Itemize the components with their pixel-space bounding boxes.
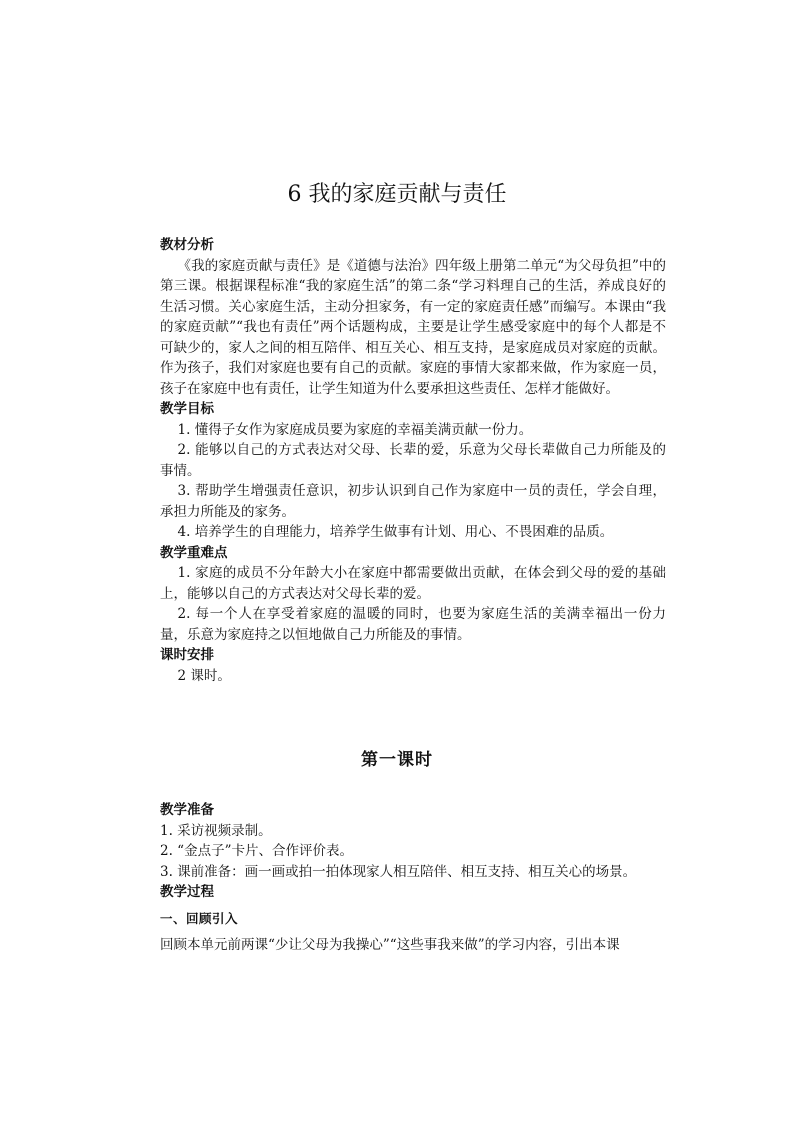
- page-title: 6 我的家庭贡献与责任: [287, 182, 507, 207]
- prep-heading: 教学准备: [160, 802, 214, 818]
- goals-heading: 教学目标: [160, 401, 214, 417]
- schedule-heading: 课时安排: [160, 647, 214, 663]
- step1-text: 回顾本单元前两课“少让父母为我操心”“这些事我来做”的学习内容，引出本课: [160, 937, 620, 953]
- lesson1-title: 第一课时: [361, 750, 433, 770]
- prep-item-1: 1. 采访视频录制。: [160, 822, 272, 839]
- goal-item-2: 2. 能够以自己的方式表达对父母、长辈的爱，乐意为父母长辈做自己力所能及的事情。: [160, 442, 666, 479]
- prep-item-3: 3. 课前准备：画一画或拍一拍体现家人相互陪伴、相互支持、相互关心的场景。: [160, 863, 637, 880]
- step1-heading: 一、回顾引入: [160, 910, 239, 926]
- difficulties-heading: 教学重难点: [160, 544, 228, 561]
- goal-item-4: 4. 培养学生的自理能力，培养学生做事有计划、用心、不畏困难的品质。: [177, 524, 614, 540]
- analysis-paragraph: 《我的家庭贡献与责任》是《道德与法治》四年级上册第二单元“为父母负担”中的第三课。根据课程标准“我的家庭生活”的第二条“学习料理自己的生活，养成良好的生活习惯。关心家庭生活，主动分担家务，有一定的家庭责任感”而编写。本课由“我的家庭贡献”“我也有责任”两个话题构成，主要是让学生感受家庭中的每个人都是不可缺少的，家人之间的相互陪伴、相互关心、相互支持，是家庭成员对家庭的贡献。作为孩子，我们对家庭也要有自己的贡献。家庭的事情大家都来做，作为家庭一员，孩子在家庭中也有责任，让学生知道为什么要承担这些责任、怎样才能做好。: [160, 257, 666, 397]
- difficulty-item-2: 2. 每一个人在享受着家庭的温暖的同时，也要为家庭生活的美满幸福出一份力量，乐意为家庭持之以恒地做自己力所能及的事情。: [160, 606, 666, 643]
- intro-content: [160, 235, 666, 686]
- goal-item-3: 3. 帮助学生增强责任意识，初步认识到自己作为家庭中一员的责任，学会自理，承担力所能及的家务。: [160, 483, 666, 520]
- prep-item-2: 2. “金点子”卡片、合作评价表。: [160, 843, 353, 859]
- schedule-text: 2 课时。: [177, 667, 231, 684]
- process-heading: 教学过程: [160, 884, 214, 900]
- lesson1-content: [160, 800, 666, 956]
- analysis-heading: 教材分析: [160, 237, 214, 253]
- goal-item-1: 1. 懂得子女作为家庭成员要为家庭的幸福美满贡献一份力。: [177, 421, 533, 438]
- difficulty-item-1: 1. 家庭的成员不分年龄大小在家庭中都需要做出贡献，在体会到父母的爱的基础上，能够以自己的方式表达对父母长辈的爱。: [160, 565, 666, 602]
